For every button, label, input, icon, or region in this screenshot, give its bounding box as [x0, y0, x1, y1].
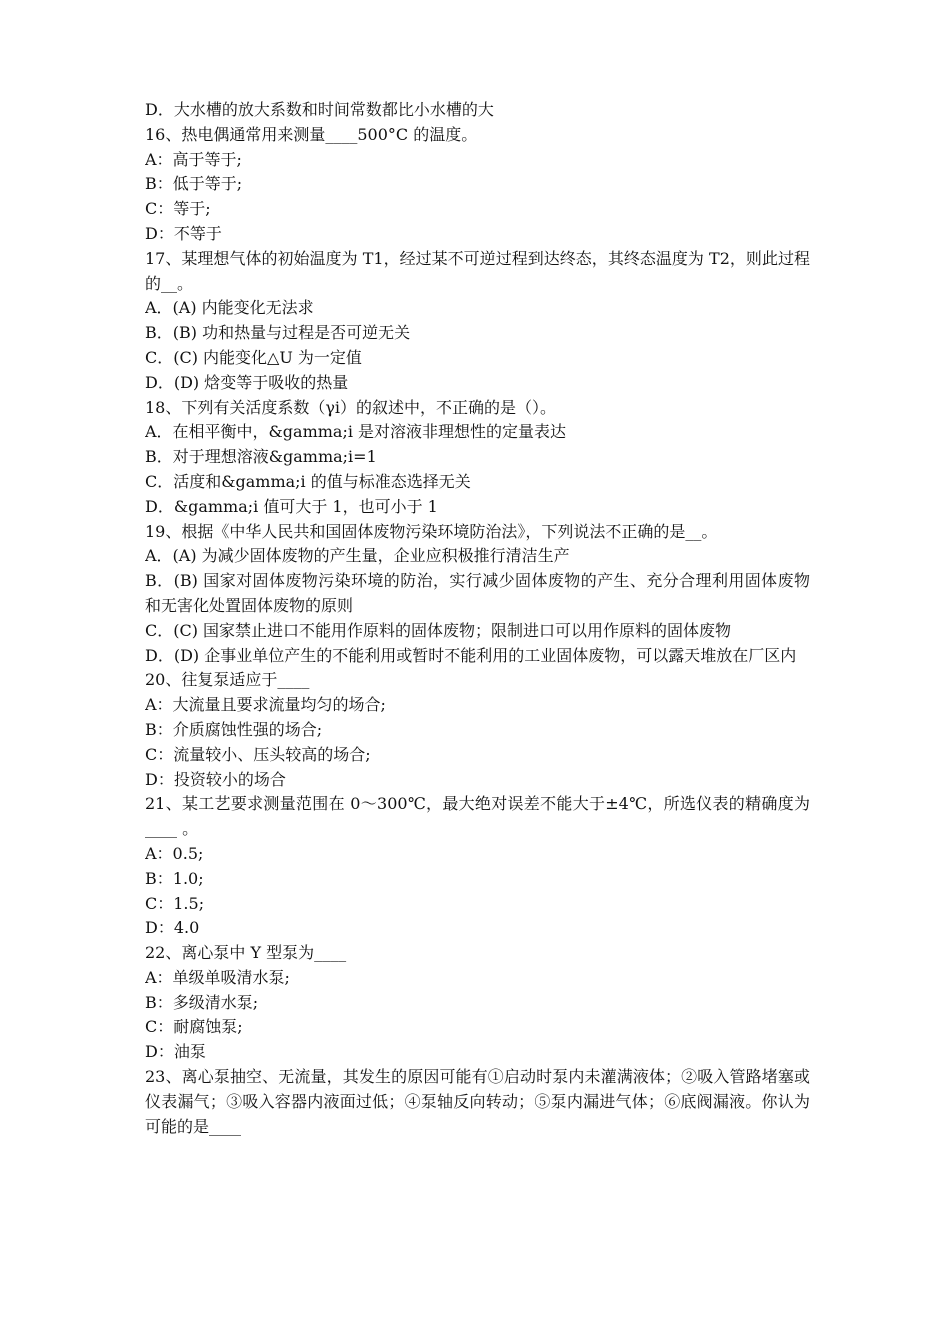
question-23: 23、离心泵抽空、无流量，其发生的原因可能有①启动时泵内未灌满液体；②吸入管路堵塞或仪表漏气；③吸入容器内液面过低；④泵轴反向转动；⑤泵内漏进气体；⑥底阀漏液。你认为可能的是____ — [145, 1067, 810, 1136]
option-line: D：不等于 — [145, 223, 222, 243]
question-20: 20、往复泵适应于____ — [145, 670, 310, 690]
option-line: C：1.5; — [145, 893, 205, 913]
option-line: C：耐腐蚀泵; — [145, 1017, 243, 1037]
option-line: C．(C) 内能变化△U 为一定值 — [145, 347, 362, 367]
question-16: 16、热电偶通常用来测量____500°C 的温度。 — [145, 124, 478, 144]
option-line: A：单级单吸清水泵; — [145, 967, 290, 987]
option-line: A．(A) 内能变化无法求 — [145, 298, 314, 318]
option-line: A．(A) 为减少固体废物的产生量，企业应积极推行清洁生产 — [145, 546, 570, 566]
option-line: B．(B) 功和热量与过程是否可逆无关 — [145, 323, 411, 343]
option-line: A．在相平衡中，&gamma;i 是对溶液非理想性的定量表达 — [145, 422, 567, 442]
option-line: C．(C) 国家禁止进口不能用作原料的固体废物；限制进口可以用作原料的固体废物 — [145, 620, 732, 640]
option-line: D．大水槽的放大系数和时间常数都比小水槽的大 — [145, 100, 494, 119]
option-line: D：投资较小的场合 — [145, 769, 286, 789]
option-line: B：多级清水泵; — [145, 992, 259, 1012]
option-line: B．(B) 国家对固体废物污染环境的防治，实行减少固体废物的产生、充分合理利用固体废物和无害化处置固体废物的原则 — [145, 571, 810, 615]
option-line: C．活度和&gamma;i 的值与标准态选择无关 — [145, 471, 471, 491]
option-line: B：1.0; — [145, 868, 204, 888]
question-17: 17、某理想气体的初始温度为 T1，经过某不可逆过程到达终态，其终态温度为 T2，则此过程的__。 — [145, 248, 810, 293]
question-18: 18、下列有关活度系数（γi）的叙述中，不正确的是（）。 — [145, 397, 557, 417]
option-line: A：0.5; — [145, 843, 204, 863]
question-21: 21、某工艺要求测量范围在 0～300℃，最大绝对误差不能大于±4℃，所选仪表的精确度为____ 。 — [145, 794, 810, 839]
option-line: A：大流量且要求流量均匀的场合; — [145, 695, 386, 715]
option-line: C：流量较小、压头较高的场合; — [145, 744, 371, 764]
question-19: 19、根据《中华人民共和国固体废物污染环境防治法》，下列说法不正确的是__。 — [145, 521, 718, 541]
document-page — [145, 98, 810, 1139]
option-line: D．(D) 企事业单位产生的不能利用或暂时不能利用的工业固体废物，可以露天堆放在厂区内 — [145, 645, 797, 665]
option-line: B：介质腐蚀性强的场合; — [145, 719, 323, 739]
option-line: C：等于; — [145, 199, 211, 219]
option-line: D．&gamma;i 值可大于 1，也可小于 1 — [145, 496, 438, 516]
option-line: B．对于理想溶液&gamma;i=1 — [145, 447, 377, 467]
option-line: D：油泵 — [145, 1042, 206, 1062]
option-line: B：低于等于; — [145, 174, 243, 194]
option-line: D．(D) 焓变等于吸收的热量 — [145, 372, 349, 392]
option-line: A：高于等于; — [145, 149, 242, 169]
option-line: D：4.0 — [145, 918, 200, 938]
question-22: 22、离心泵中 Y 型泵为____ — [145, 943, 347, 963]
